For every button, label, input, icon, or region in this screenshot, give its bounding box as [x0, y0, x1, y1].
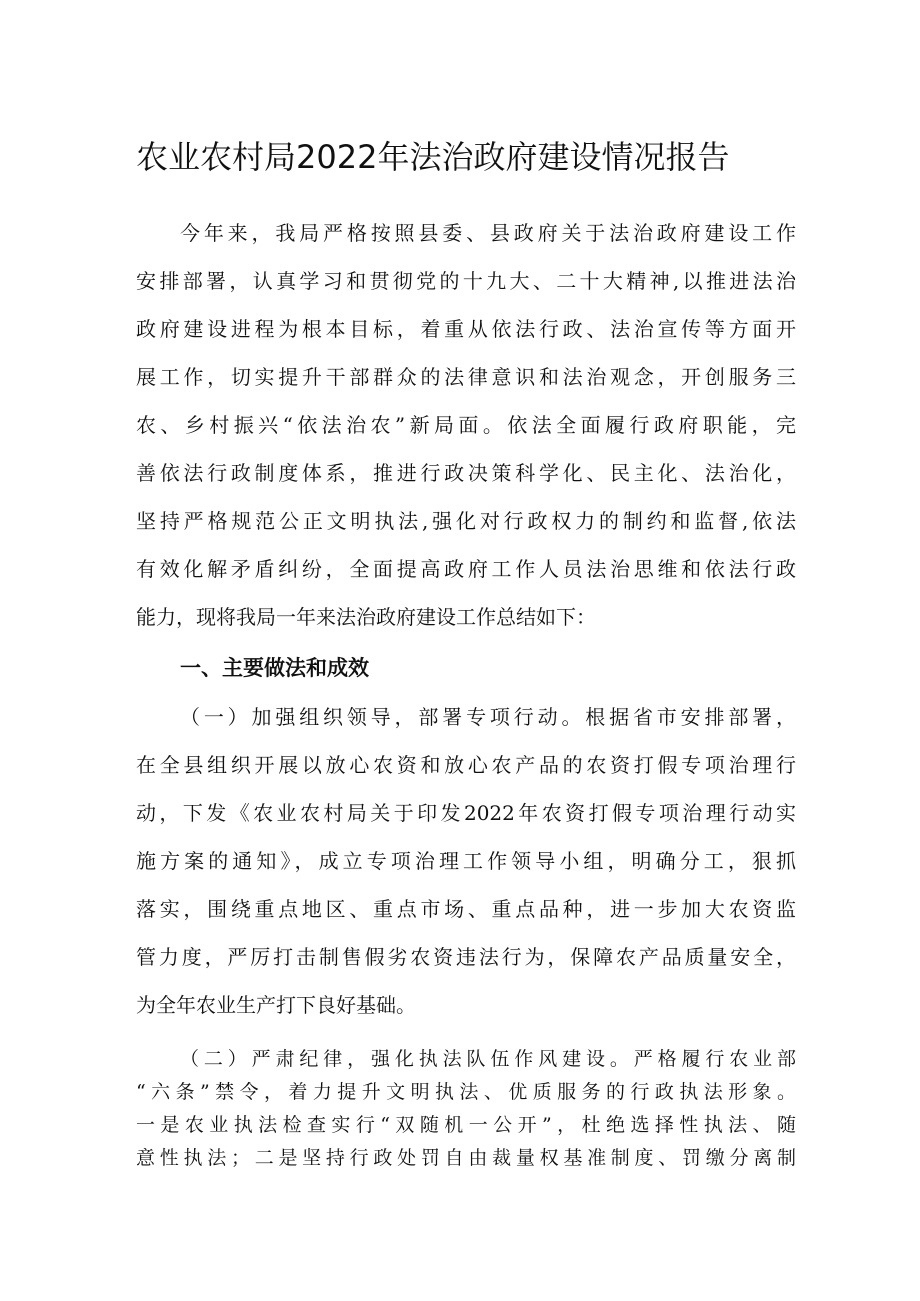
section-heading: 一、主要做法和成效	[180, 656, 369, 680]
paragraph-line: 一是农业执法检查实行“双随机一公开”，杜绝选择性执法、随	[136, 1114, 796, 1136]
paragraph-line: 动，下发《农业农村局关于印发2022年农资打假专项治理行动实	[136, 801, 796, 825]
paragraph-line: 施方案的通知》，成立专项治理工作领导小组，明确分工，狠抓	[136, 849, 796, 873]
paragraph-line: （一）加强组织领导，部署专项行动。根据省市安排部署，	[180, 705, 796, 729]
paragraph-line: 今年来，我局严格按照县委、县政府关于法治政府建设工作	[180, 221, 796, 245]
paragraph-line: “六条”禁令，着力提升文明执法、优质服务的行政执法形象。	[136, 1081, 796, 1103]
paragraph-line: 在全县组织开展以放心农资和放心农产品的农资打假专项治理行	[136, 753, 796, 777]
paragraph-line: 意性执法；二是坚持行政处罚自由裁量权基准制度、罚缴分离制	[136, 1147, 796, 1169]
paragraph-line: 农、乡村振兴“依法治农”新局面。依法全面履行政府职能，完	[136, 413, 796, 437]
paragraph-line: 政府建设进程为根本目标，着重从依法行政、法治宣传等方面开	[136, 317, 796, 341]
paragraph-line: 能力，现将我局一年来法治政府建设工作总结如下：	[136, 605, 596, 629]
paragraph-line: 善依法行政制度体系，推进行政决策科学化、民主化、法治化，	[136, 461, 796, 485]
paragraph-line: （二）严肃纪律，强化执法队伍作风建设。严格履行农业部	[180, 1048, 796, 1070]
paragraph-line: 管力度，严厉打击制售假劣农资违法行为，保障农产品质量安全，	[136, 945, 796, 969]
paragraph-line: 坚持严格规范公正文明执法,强化对行政权力的制约和监督,依法	[136, 509, 796, 533]
paragraph-line: 落实，围绕重点地区、重点市场、重点品种，进一步加大农资监	[136, 897, 796, 921]
document-title: 农业农村局2022年法治政府建设情况报告	[136, 138, 730, 176]
paragraph-line: 有效化解矛盾纠纷，全面提高政府工作人员法治思维和依法行政	[136, 557, 796, 581]
paragraph-line: 展工作，切实提升干部群众的法律意识和法治观念，开创服务三	[136, 365, 796, 389]
paragraph-line: 为全年农业生产打下良好基础。	[136, 993, 416, 1017]
paragraph-line: 安排部署，认真学习和贯彻党的十九大、二十大精神,以推进法治	[136, 269, 796, 293]
